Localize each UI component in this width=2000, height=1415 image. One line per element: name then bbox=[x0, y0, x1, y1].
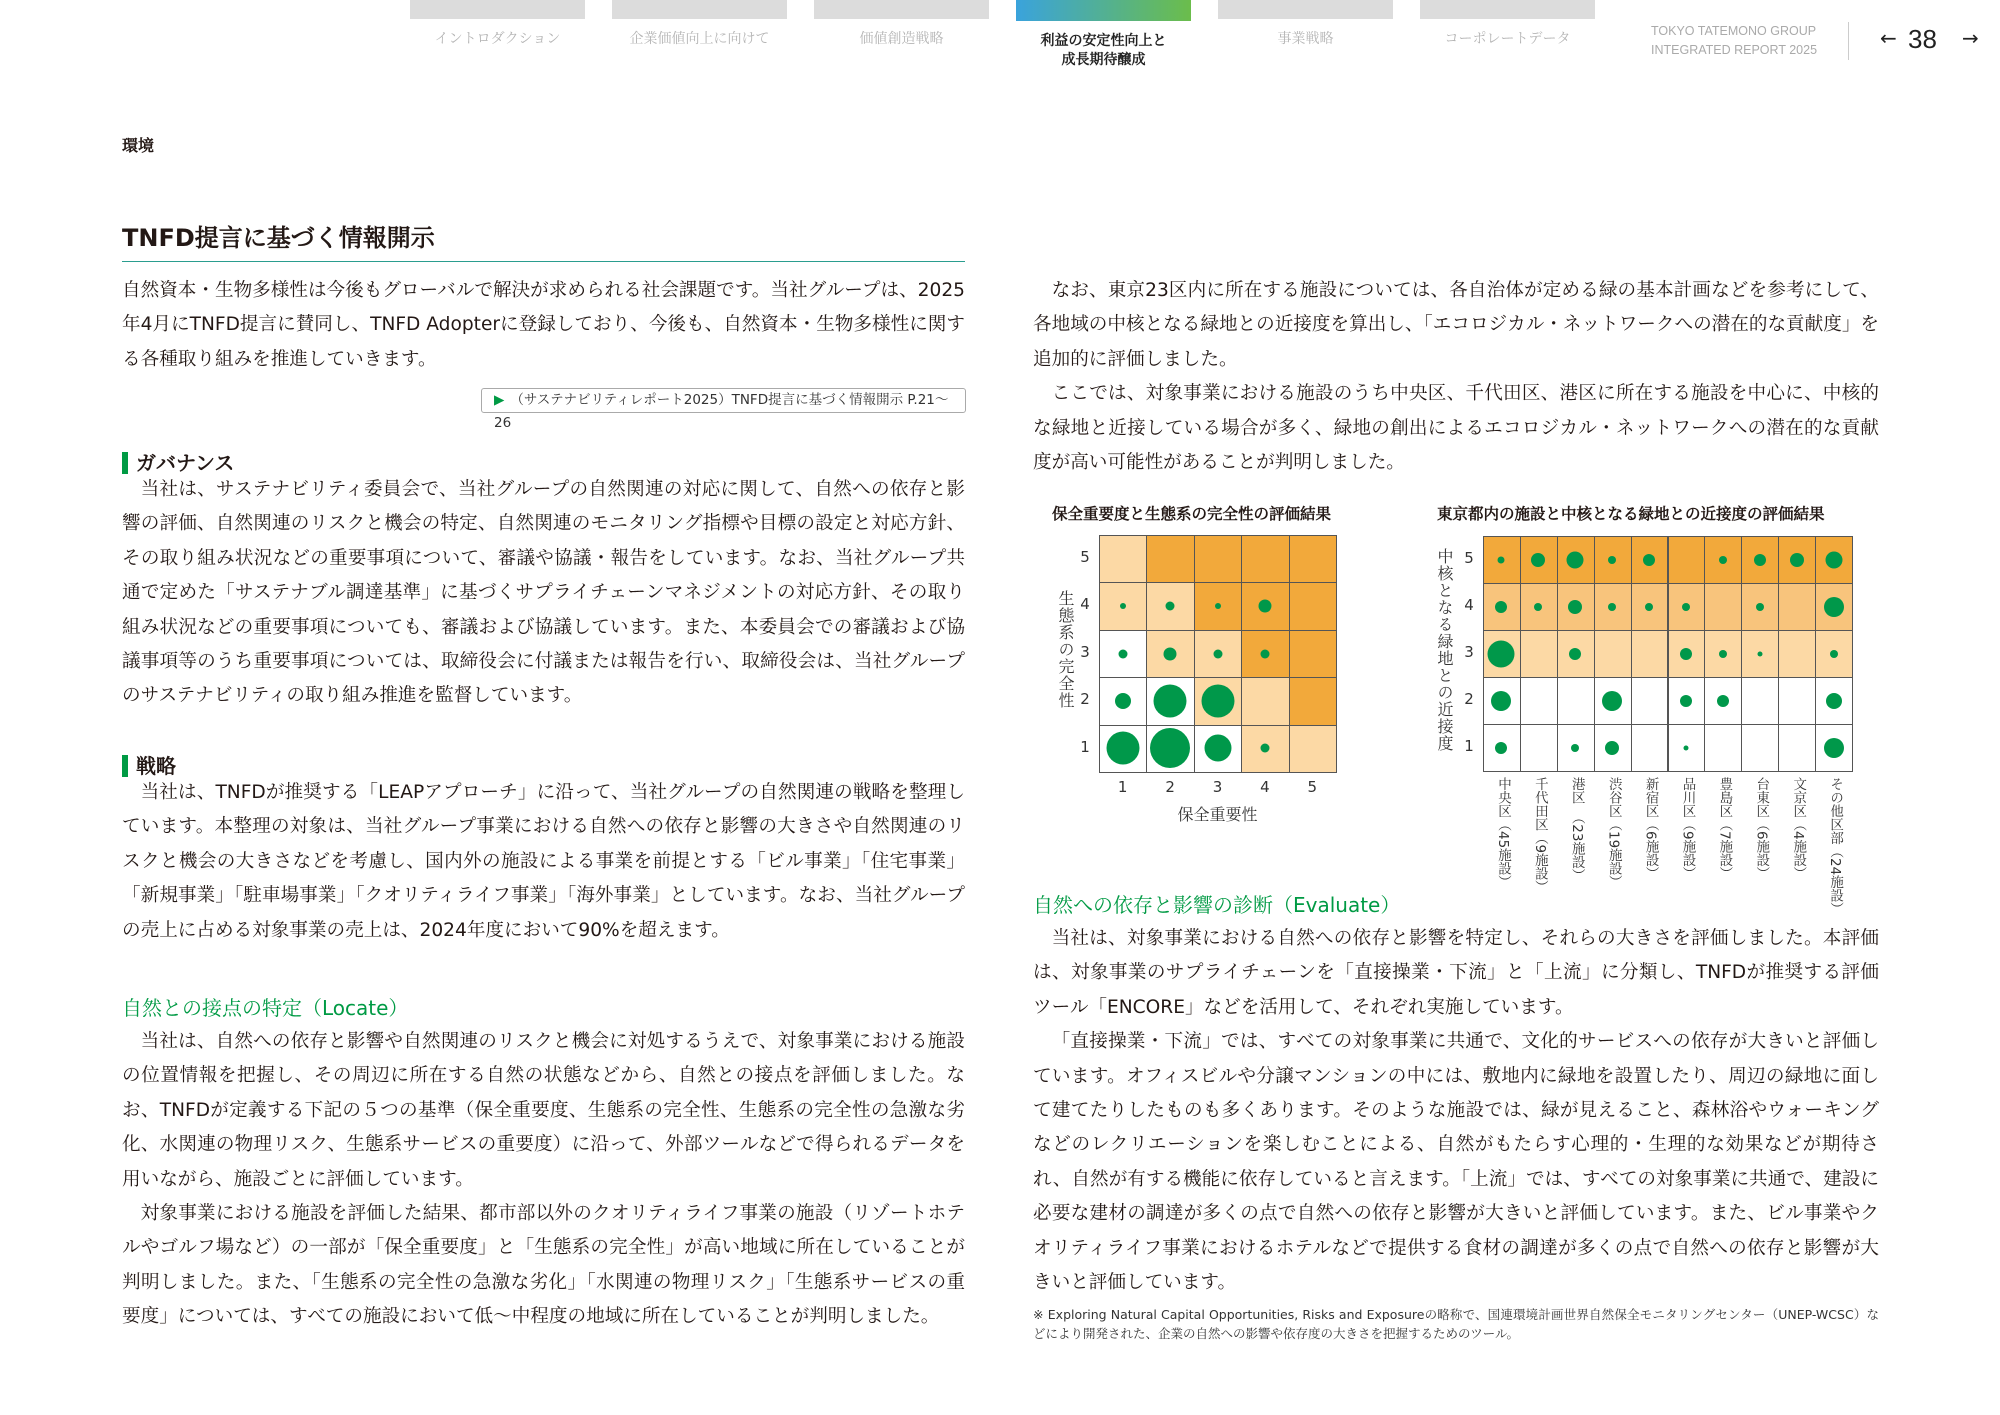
tab-label: 事業戦略 bbox=[1277, 31, 1334, 47]
tab-bar bbox=[1218, 0, 1393, 19]
x-tick-label: 3 bbox=[1212, 778, 1223, 796]
facility-dot bbox=[1605, 741, 1619, 755]
facility-dot bbox=[1682, 603, 1690, 611]
facility-dot bbox=[1204, 735, 1231, 762]
x-tick-label: 2 bbox=[1165, 778, 1175, 796]
facility-dot bbox=[1719, 650, 1727, 658]
facility-dot bbox=[1825, 551, 1842, 568]
y-tick-label: 2 bbox=[1080, 690, 1090, 709]
next-page-icon[interactable]: → bbox=[1962, 26, 1979, 50]
facility-dot bbox=[1569, 648, 1581, 660]
tab-4[interactable] bbox=[1218, 0, 1393, 49]
page-title: TNFD提言に基づく情報開示 bbox=[122, 218, 965, 262]
strategy-body: 当社は、TNFDが推奨する「LEAPアプローチ」に沿って、当社グループの自然関連の戦略を整理しています。本整理の対象は、当社グループ事業における自然への依存と影響の大きさや自然関連のリスクと機会の大きさなどを考慮し、国内外の施設による事業を前提とする「ビル事業」「住宅事業」「新規事業」「駐車場事業」「クオリティライフ事業」「海外事業」としています。なお、当社グループの売上に占める対象事業の売上は、2024年度において90%を超えます。 bbox=[122, 782, 965, 941]
chart-title: 保全重要度と生態系の完全性の評価結果 bbox=[1052, 505, 1332, 523]
facility-dot bbox=[1115, 693, 1131, 709]
facility-dot bbox=[1498, 556, 1505, 563]
x-category-label: 中央区（45施設） bbox=[1495, 777, 1511, 889]
brand-line-1: TOKYO TATEMONO GROUP bbox=[1651, 24, 1817, 38]
x-category-label: 渋谷区（19施設） bbox=[1605, 777, 1622, 889]
y-tick-label: 5 bbox=[1464, 549, 1474, 567]
brand-line-2: INTEGRATED REPORT 2025 bbox=[1651, 43, 1818, 57]
facility-dot bbox=[1602, 691, 1622, 711]
y-tick-label: 4 bbox=[1080, 595, 1090, 614]
heatmap-cell bbox=[1631, 724, 1669, 772]
x-tick-label: 4 bbox=[1260, 778, 1270, 796]
facility-dot bbox=[1680, 648, 1692, 660]
facility-dot bbox=[1495, 601, 1507, 613]
facility-dot bbox=[1608, 556, 1616, 564]
heatmap-cell bbox=[1778, 630, 1816, 678]
tab-3[interactable] bbox=[1016, 0, 1191, 70]
heatmap-cell bbox=[1778, 724, 1816, 772]
heatmap-cell bbox=[1289, 630, 1337, 678]
strategy-heading: 戦略 bbox=[122, 755, 965, 777]
facility-dot bbox=[1567, 551, 1584, 568]
facility-dot bbox=[1118, 649, 1127, 658]
facility-dot bbox=[1106, 732, 1139, 765]
evaluate-p1: 当社は、対象事業における自然への依存と影響を特定し、それらの大きさを評価しました。本評価は、対象事業のサプライチェーンを「直接操業・下流」と「上流」に分類し、TNFDが推奨する評価ツール「ENCORE」などを活用して、それぞれ実施しています。 bbox=[1033, 928, 1879, 1018]
y-tick-label: 2 bbox=[1464, 690, 1474, 708]
facility-dot bbox=[1826, 693, 1842, 709]
tab-label: 利益の安定性向上と 成長期待醸成 bbox=[1040, 33, 1167, 68]
facility-dot bbox=[1757, 651, 1762, 656]
tab-2[interactable] bbox=[814, 0, 989, 49]
tab-label: 企業価値向上に向けて bbox=[629, 31, 770, 47]
tab-bar bbox=[1420, 0, 1595, 19]
facility-dot bbox=[1488, 640, 1515, 667]
heatmap-cell bbox=[1289, 677, 1337, 725]
facility-dot bbox=[1824, 597, 1844, 617]
y-tick-label: 3 bbox=[1080, 642, 1090, 661]
locate-heading: 自然との接点の特定（Locate） bbox=[122, 996, 409, 1020]
evaluate-heading: 自然への依存と影響の診断（Evaluate） bbox=[1033, 893, 1401, 917]
chart-title: 東京都内の施設と中核となる緑地との近接度の評価結果 bbox=[1437, 505, 1825, 523]
right-p1: なお、東京23区内に所在する施設については、各自治体が定める緑の基本計画などを参考にして、各地域の中核となる緑地との近接度を算出し、「エコロジカル・ネットワークへの潜在的な貢献度」を追加的に評価しました。 bbox=[1033, 280, 1880, 370]
y-tick-label: 1 bbox=[1080, 737, 1090, 756]
locate-p2: 対象事業における施設を評価した結果、都市部以外のクオリティライフ事業の施設（リゾートホテルやゴルフ場など）の一部が「保全重要度」と「生態系の完全性」が高い地域に所在していることが判明しました。また、「生態系の完全性の急激な劣化」「水関連の物理リスク」「生態系サービスの重要度」については、すべての施設において低～中程度の地域に所在していることが判明しました。 bbox=[122, 1203, 965, 1328]
tab-5[interactable] bbox=[1420, 0, 1595, 49]
tab-bar bbox=[410, 0, 585, 19]
y-tick-label: 3 bbox=[1464, 643, 1474, 661]
x-category-label: 千代田区（9施設） bbox=[1531, 777, 1548, 894]
link-label: （サステナビリティレポート2025）TNFD提言に基づく情報開示 P.21～26 bbox=[494, 392, 949, 431]
heatmap-cell bbox=[1146, 535, 1194, 583]
tab-bar bbox=[612, 0, 787, 19]
heatmap-cell bbox=[1631, 677, 1669, 725]
facility-dot bbox=[1717, 695, 1729, 707]
x-category-label: 品川区（9施設） bbox=[1679, 777, 1696, 881]
facility-dot bbox=[1150, 728, 1190, 768]
evaluate-p2: 「直接操業・下流」では、すべての対象事業に共通で、文化的サービスへの依存が大きいと評価しています。オフィスビルや分譲マンションの中には、敷地内に緑地を設置したり、周辺の緑地に面して建てたりしたものも多くあります。そのような施設では、緑が見えること、森林浴やウォーキングなどのレクリエーションを楽しむことによる、自然がもたらす心理的・生理的な効果などが期待され、自然が有する機能に依存していると言えます。「上流」では、すべての対象事業に共通で、建設に必要な建材の調達が多くの点で自然への依存と影響が大きいと評価しています。また、ビル事業やクオリティライフ事業におけるホテルなどで提供する食材の調達が多くの点で自然への依存と影響が大きいと評価しています。 bbox=[1033, 1031, 1879, 1294]
facility-dot bbox=[1790, 553, 1804, 567]
x-category-label: 新宿区（6施設） bbox=[1642, 777, 1659, 881]
heatmap-cell bbox=[1778, 583, 1816, 631]
prev-page-icon[interactable]: ← bbox=[1880, 26, 1897, 50]
facility-dot bbox=[1531, 553, 1545, 567]
x-axis-label: 保全重要性 bbox=[1177, 805, 1258, 824]
governance-body: 当社は、サステナビリティ委員会で、当社グループの自然関連の対応に関して、自然への依存と影響の評価、自然関連のリスクと機会の特定、自然関連のモニタリング指標や目標の設定と対応方針、その取り組み状況などの重要事項について、審議や協議・報告をしています。なお、当社グループ共通で定めた「サステナブル調達基準」に基づくサプライチェーンマネジメントの対応方針、その取り組み状況などの重要事項についても、審議および協議しています。また、本委員会での審議および協議事項等のうち重要事項については、取締役会に付議または報告を行い、取締役会は、当社グループのサステナビリティの取り組み推進を監督しています。 bbox=[122, 479, 965, 707]
tab-bar bbox=[1016, 0, 1191, 21]
facility-dot bbox=[1164, 647, 1177, 660]
governance-section bbox=[122, 452, 965, 714]
tab-label: イントロダクション bbox=[434, 31, 561, 47]
facility-dot bbox=[1166, 602, 1175, 611]
facility-dot bbox=[1260, 649, 1269, 658]
x-category-label: 港区 （23施設） bbox=[1568, 777, 1585, 882]
facility-dot bbox=[1824, 738, 1844, 758]
x-tick-label: 5 bbox=[1307, 778, 1318, 796]
evaluate-section bbox=[1033, 893, 1879, 1300]
y-axis-label: 中核となる緑地との近接度 bbox=[1435, 548, 1454, 752]
facility-dot bbox=[1120, 603, 1126, 609]
locate-p1: 当社は、自然への依存と影響や自然関連のリスクと機会に対処するうえで、対象事業における施設の位置情報を把握し、その周辺に所在する自然の状態などから、自然との接点を評価しました。なお、TNFDが定義する下記の５つの基準（保全重要度、生態系の完全性、生態系の完全性の急激な劣化、水関連の物理リスク、生態系サービスの重要度）に沿って、外部ツールなどで得られるデータを用いながら、施設ごとに評価しています。 bbox=[122, 1031, 965, 1190]
tab-label: コーポレートデータ bbox=[1444, 31, 1571, 47]
y-axis-label: 生態系の完全性 bbox=[1056, 590, 1075, 709]
facility-dot bbox=[1719, 556, 1727, 564]
x-category-label: 文京区（4施設） bbox=[1790, 777, 1807, 881]
facility-dot bbox=[1215, 603, 1221, 609]
heatmap-cell bbox=[1557, 677, 1595, 725]
heatmap-cell bbox=[1241, 535, 1289, 583]
sustainability-report-link[interactable] bbox=[481, 388, 966, 431]
facility-dot bbox=[1571, 744, 1579, 752]
strategy-section bbox=[122, 755, 965, 948]
heatmap-cell bbox=[1741, 724, 1779, 772]
facility-dot bbox=[1680, 695, 1692, 707]
heatmap-cell bbox=[1194, 535, 1242, 583]
heatmap-cell bbox=[1520, 724, 1558, 772]
facility-dot bbox=[1534, 603, 1542, 611]
heatmap-cell bbox=[1241, 677, 1289, 725]
facility-dot bbox=[1754, 554, 1766, 566]
tab-0[interactable] bbox=[410, 0, 585, 49]
section-label: 環境 bbox=[122, 136, 155, 155]
facility-dot bbox=[1645, 603, 1653, 611]
page-number: 38 bbox=[1908, 24, 1937, 54]
tab-bar bbox=[814, 0, 989, 19]
heatmap-cell bbox=[1520, 630, 1558, 678]
facility-dot bbox=[1154, 684, 1187, 717]
facility-dot bbox=[1756, 603, 1764, 611]
heatmap-cell bbox=[1099, 535, 1147, 583]
right-p2: ここでは、対象事業における施設のうち中央区、千代田区、港区に所在する施設を中心に、中核的な緑地と近接している場合が多く、緑地の創出によるエコロジカル・ネットワークへの潜在的な貢献度が高い可能性があることが判明しました。 bbox=[1033, 383, 1879, 474]
heatmap-cell bbox=[1594, 630, 1632, 678]
y-tick-label: 4 bbox=[1464, 596, 1474, 614]
footnote: ※ Exploring Natural Capital Opportunities, Risks and Exposureの略称で、国連環境計画世界自然保全モニタリングセンター（UNEP-WCSC）などにより開発された、企業の自然への影響や依存度の大きさを把握するためのツール。 bbox=[1033, 1307, 1879, 1341]
facility-dot bbox=[1683, 745, 1688, 750]
x-category-label: 台東区（6施設） bbox=[1753, 777, 1770, 881]
intro bbox=[122, 274, 965, 377]
facility-dot bbox=[1643, 554, 1655, 566]
heatmap-cell bbox=[1289, 535, 1337, 583]
play-icon: ▶ bbox=[494, 392, 505, 408]
heatmap-cell bbox=[1631, 630, 1669, 678]
facility-dot bbox=[1830, 650, 1838, 658]
intro-text: 自然資本・生物多様性は今後もグローバルで解決が求められる社会課題です。当社グループは、2025年4月にTNFD提言に賛同し、TNFD Adopterに登録しており、今後も、自然資本・生物多様性に関する各種取り組みを推進していきます。 bbox=[122, 280, 965, 370]
y-tick-label: 1 bbox=[1464, 737, 1474, 755]
facility-dot bbox=[1201, 684, 1234, 717]
heatmap-cell bbox=[1289, 725, 1337, 773]
x-tick-label: 1 bbox=[1117, 778, 1128, 796]
x-category-label: 豊島区（7施設） bbox=[1716, 777, 1733, 881]
facility-dot bbox=[1260, 744, 1269, 753]
tab-1[interactable] bbox=[612, 0, 787, 49]
facility-dot bbox=[1491, 691, 1511, 711]
facility-dot bbox=[1258, 600, 1271, 613]
tab-label: 価値創造戦略 bbox=[859, 31, 944, 47]
heatmap-cell bbox=[1741, 677, 1779, 725]
right-intro bbox=[1033, 274, 1879, 480]
header-divider bbox=[1848, 22, 1849, 60]
facility-dot bbox=[1608, 603, 1616, 611]
facility-dot bbox=[1495, 742, 1507, 754]
heatmap-cell bbox=[1778, 677, 1816, 725]
governance-heading: ガバナンス bbox=[122, 452, 965, 474]
locate-section bbox=[122, 996, 965, 1335]
y-tick-label: 5 bbox=[1080, 548, 1090, 566]
heatmap-cell bbox=[1668, 536, 1706, 584]
facility-dot bbox=[1213, 649, 1222, 658]
heatmap-cell bbox=[1289, 582, 1337, 630]
report-brand bbox=[1651, 22, 1817, 60]
x-category-label: その他区部（24施設） bbox=[1827, 777, 1844, 916]
facility-dot bbox=[1568, 600, 1582, 614]
heatmap-cell bbox=[1704, 724, 1742, 772]
heatmap-cell bbox=[1704, 583, 1742, 631]
heatmap-cell bbox=[1520, 677, 1558, 725]
